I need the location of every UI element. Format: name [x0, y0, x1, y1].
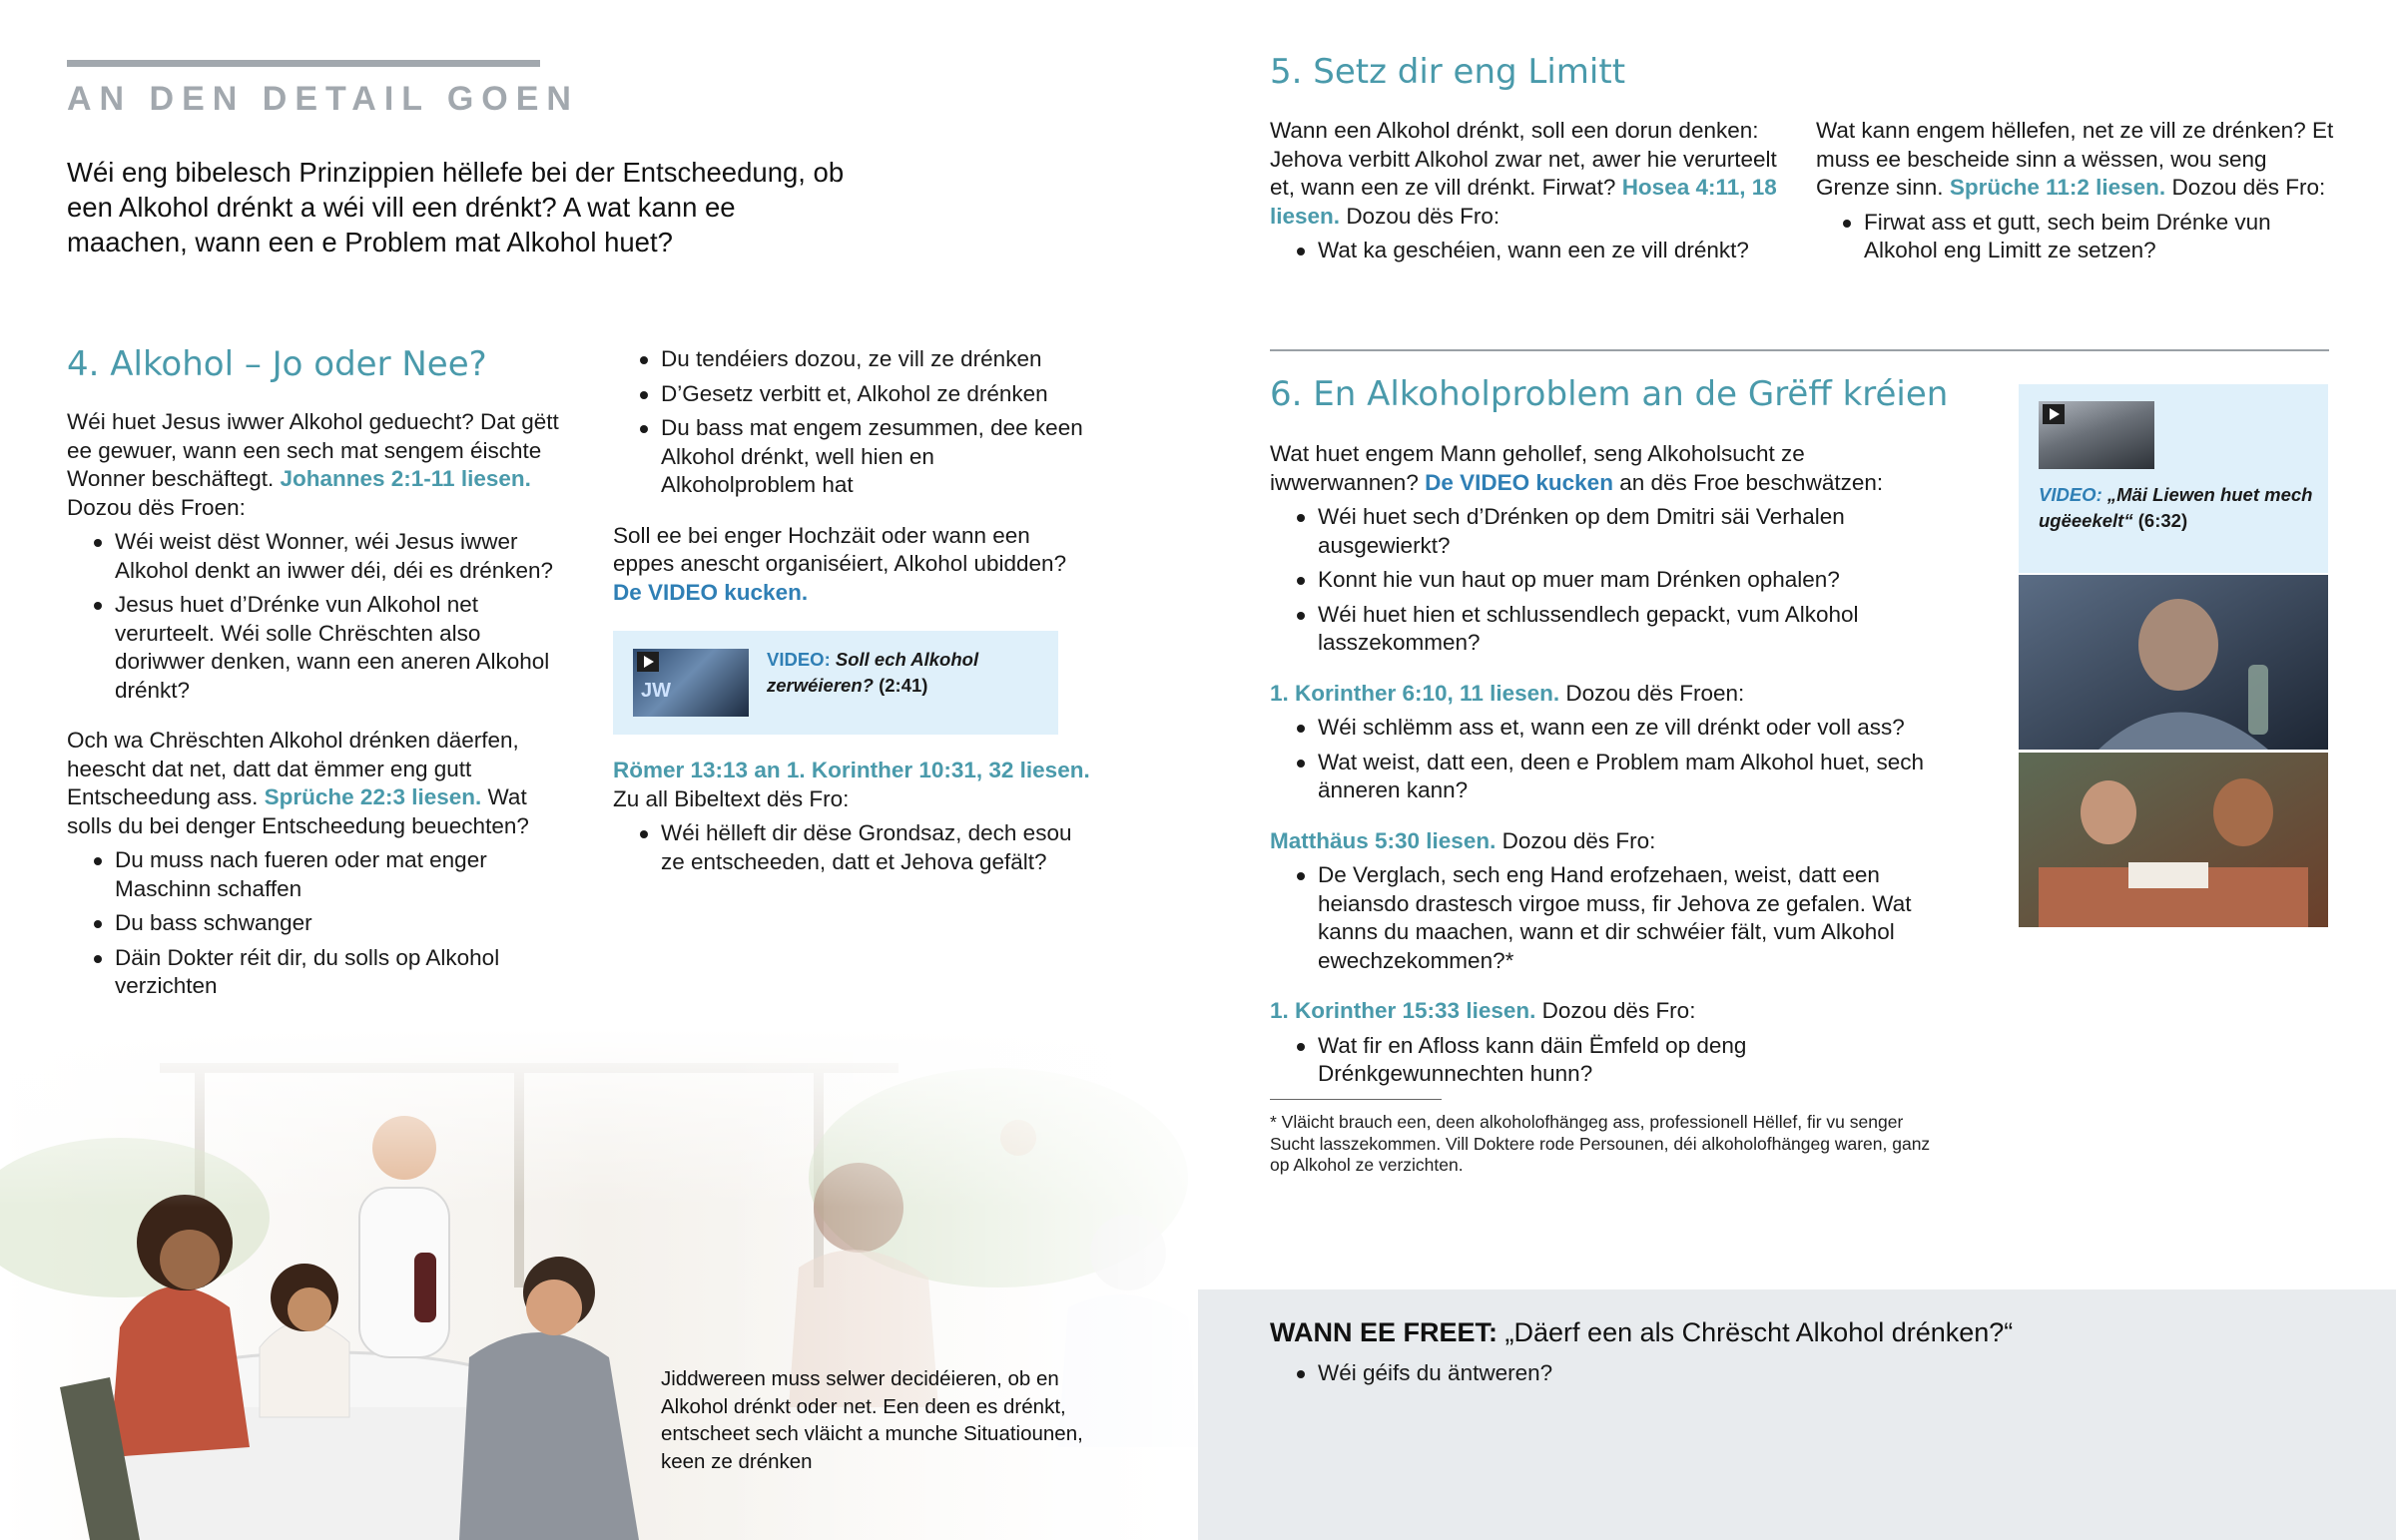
footnote-rule — [1270, 1099, 1442, 1101]
right-page — [1198, 0, 2396, 1540]
list-item: De Verglach, sech eng Hand erofzehaen, weist, datt een heiansdo drastesch virgoe muss, fir Jehova ze gefalen. Wat kanns du maachen, wann et dir schwéier fält, vum Alkohol ewechzekommen?* — [1270, 861, 1949, 975]
list-item: Firwat ass et gutt, sech beim Drénke vun Alkohol eng Limitt ze setzen? — [1816, 209, 2335, 265]
bible-ref-proverbs-22[interactable]: Sprüche 22:3 liesen. — [264, 784, 482, 809]
bible-ref-1-corinthians-15[interactable]: 1. Korinther 15:33 liesen. — [1270, 998, 1536, 1023]
side-video-caption: VIDEO: „Mäi Liewen huet mech ugëeekelt“ (6:32) — [2039, 484, 2313, 531]
section-5-questions-1 — [1270, 237, 1789, 265]
section-4-paragraph-1: Wéi huet Jesus iwwer Alkohol geduecht? Dat gëtt ee gewuer, wann een sech mat sengem éischte Wonner beschäftegt. Johannes 2:1-11 liesen. Dozou dës Froen: — [67, 409, 559, 520]
section-4-questions-1 — [67, 528, 571, 705]
section-4-column-2 — [613, 345, 1092, 882]
bible-ref-romans[interactable]: Römer 13:13 an 1. Korinther 10:31, 32 liesen. — [613, 758, 1090, 782]
section-4-heading: 4. Alkohol – Jo oder Nee? — [67, 344, 487, 384]
list-item: Wéi weist dëst Wonner, wéi Jesus iwwer Alkohol denkt an iwwer déi, déi es drénken? — [67, 528, 571, 585]
footnote: * Vläicht brauch een, deen alkoholofhängeg ass, professionell Hëllef, fir vu senger Sucht lasszekommen. Vill Doktere rode Persounen, déi alkoholofhängeg waren, ganz op Alkohol ze verzichten. — [1270, 1112, 1931, 1175]
list-item: Konnt hie vun haut op muer mam Drénken ophalen? — [1270, 566, 1949, 595]
section-6-paragraph-3: Matthäus 5:30 liesen. Dozou dës Fro: — [1270, 827, 1656, 853]
list-item: Wat fir en Afloss kann däin Ëmfeld op deng Drénkgewunnechten hunn? — [1270, 1032, 1949, 1089]
section-5-paragraph-1: Wann een Alkohol drénkt, soll een dorun denken: Jehova verbitt Alkohol zwar net, awer hie verurteelt et, wann een ze vill drénkt. Firwat? Hosea 4:11, 18 liesen. Dozou dës Fro: — [1270, 118, 1777, 229]
intro-text: Wéi eng bibelesch Prinzippien hëllefe bei der Entscheedung, ob een Alkohol drénkt a wéi vill een drénkt? A wat kann ee maachen, wann een e Problem mat Alkohol huet? — [67, 157, 845, 257]
detail-title: AN DEN DETAIL GOEN — [67, 80, 579, 118]
section-6-questions-1 — [1270, 503, 1949, 658]
list-item: Däin Dokter réit dir, du solls op Alkohol verzichten — [67, 944, 571, 1001]
list-item: D’Gesetz verbitt et, Alkohol ze drénken — [613, 380, 1092, 409]
couple-bible-study-photo — [2019, 753, 2328, 927]
list-item: Wéi schlëmm ass et, wann een ze vill drénkt oder voll ass? — [1270, 714, 1949, 743]
list-item: Wat ka geschéien, wann een ze vill drénkt? — [1270, 237, 1789, 265]
section-6-paragraph-2: 1. Korinther 6:10, 11 liesen. Dozou dës Froen: — [1270, 680, 1745, 706]
play-icon[interactable] — [2043, 404, 2065, 424]
section-rule — [67, 60, 540, 67]
section-4-paragraph-2: Och wa Chrëschten Alkohol drénken däerfen, heescht dat net, datt dat ëmmer eng gutt Entscheedung ass. Sprüche 22:3 liesen. Wat solls du bei denger Entscheedung beuechten? — [67, 728, 529, 838]
side-video-thumbnail[interactable] — [2039, 401, 2154, 469]
jw-logo-icon: JW — [641, 680, 671, 702]
illustration-caption: Jiddwereen muss selwer decidéieren, ob en Alkohol drénkt oder net. Een deen es drénkt, entscheet sech vläicht a munche Situatiounen, keen ze drénken — [661, 1367, 1083, 1473]
list-item: Du bass schwanger — [67, 909, 571, 938]
section-divider — [1270, 349, 2329, 351]
section-5-heading: 5. Setz dir eng Limitt — [1270, 52, 1626, 92]
list-item: Du bass mat engem zesummen, dee keen Alkohol drénkt, well hien en Alkoholproblem hat — [613, 414, 1092, 500]
list-item: Wéi géifs du äntweren? — [1270, 1359, 1969, 1388]
video-card[interactable] — [613, 631, 1058, 735]
list-item: Wéi huet sech d’Drénken op dem Dmitri säi Verhalen ausgewierkt? — [1270, 503, 1949, 560]
section-5-paragraph-2: Wat kann engem hëllefen, net ze vill ze drénken? Et muss ee bescheide sinn a wëssen, wou seng Grenze sinn. Sprüche 11:2 liesen. Dozou dës Fro: — [1816, 118, 2334, 200]
video-link[interactable]: De VIDEO kucken. — [613, 579, 809, 605]
section-6-paragraph-4: 1. Korinther 15:33 liesen. Dozou dës Fro: — [1270, 998, 1696, 1023]
bible-ref-john[interactable]: Johannes 2:1-11 liesen. — [280, 466, 531, 491]
list-item: Wéi huet hien et schlussendlech gepackt, vum Alkohol lasszekommen? — [1270, 601, 1949, 658]
list-item: Du muss nach fueren oder mat enger Maschinn schaffen — [67, 846, 571, 903]
section-5-questions-2 — [1816, 209, 2335, 265]
video-link[interactable]: De VIDEO kucken — [1425, 469, 1613, 495]
side-video-header — [2019, 384, 2328, 573]
bible-ref-proverbs-11[interactable]: Sprüche 11:2 liesen. — [1949, 175, 2166, 200]
section-6-heading: 6. En Alkoholproblem an de Grëff kréien — [1270, 374, 1949, 414]
play-icon[interactable] — [637, 652, 659, 672]
video-thumbnail[interactable] — [633, 649, 749, 717]
bible-ref-hosea[interactable]: Hosea 4:11, 18 liesen. — [1270, 175, 1777, 229]
section-4-column-1 — [67, 408, 571, 1007]
section-6-questions-2 — [1270, 714, 1949, 805]
list-item: Wéi hëlleft dir dëse Grondsaz, dech esou ze entscheeden, datt et Jehova gefält? — [613, 819, 1092, 876]
list-item: Jesus huet d’Drénke vun Alkohol net verurteelt. Wéi solle Chrëschten also doriwwer denken, wann een aneren Alkohol drénkt? — [67, 591, 571, 705]
section-5-column-2 — [1816, 117, 2335, 271]
question-box-list — [1270, 1359, 1969, 1394]
list-item: Du tendéiers dozou, ze vill ze drénken — [613, 345, 1092, 374]
section-4-paragraph-3: Soll ee bei enger Hochzäit oder wann een eppes anescht organiséiert, Alkohol ubidden? De VIDEO kucken. — [613, 522, 1067, 605]
section-4-considerations-2 — [613, 345, 1092, 500]
section-6-questions-3 — [1270, 861, 1949, 975]
man-drinking-photo — [2019, 575, 2328, 750]
bible-ref-1-corinthians-6[interactable]: 1. Korinther 6:10, 11 liesen. — [1270, 680, 1560, 706]
bible-ref-matthew[interactable]: Matthäus 5:30 liesen. — [1270, 827, 1497, 853]
side-video-card[interactable] — [2019, 384, 2328, 927]
question-box-title: WANN EE FREET: „Däerf een als Chrëscht Alkohol drénken?“ — [1270, 1317, 2014, 1347]
list-item: Wat weist, datt een, deen e Problem mam Alkohol huet, sech änneren kann? — [1270, 749, 1949, 805]
section-4-questions-2 — [613, 819, 1092, 876]
video-caption: VIDEO: Soll ech Alkohol zerwéieren? (2:41) — [767, 649, 979, 696]
section-6-column — [1270, 440, 1949, 1177]
section-4-paragraph-4: Römer 13:13 an 1. Korinther 10:31, 32 liesen. Zu all Bibeltext dës Fro: — [613, 758, 1090, 811]
section-5-column-1 — [1270, 117, 1789, 271]
section-6-paragraph-1: Wat huet engem Mann gehollef, seng Alkoholsucht ze iwwerwannen? De VIDEO kucken an dës Froe beschwätzen: — [1270, 441, 1884, 495]
section-6-questions-4 — [1270, 1032, 1949, 1089]
section-4-considerations-1 — [67, 846, 571, 1001]
